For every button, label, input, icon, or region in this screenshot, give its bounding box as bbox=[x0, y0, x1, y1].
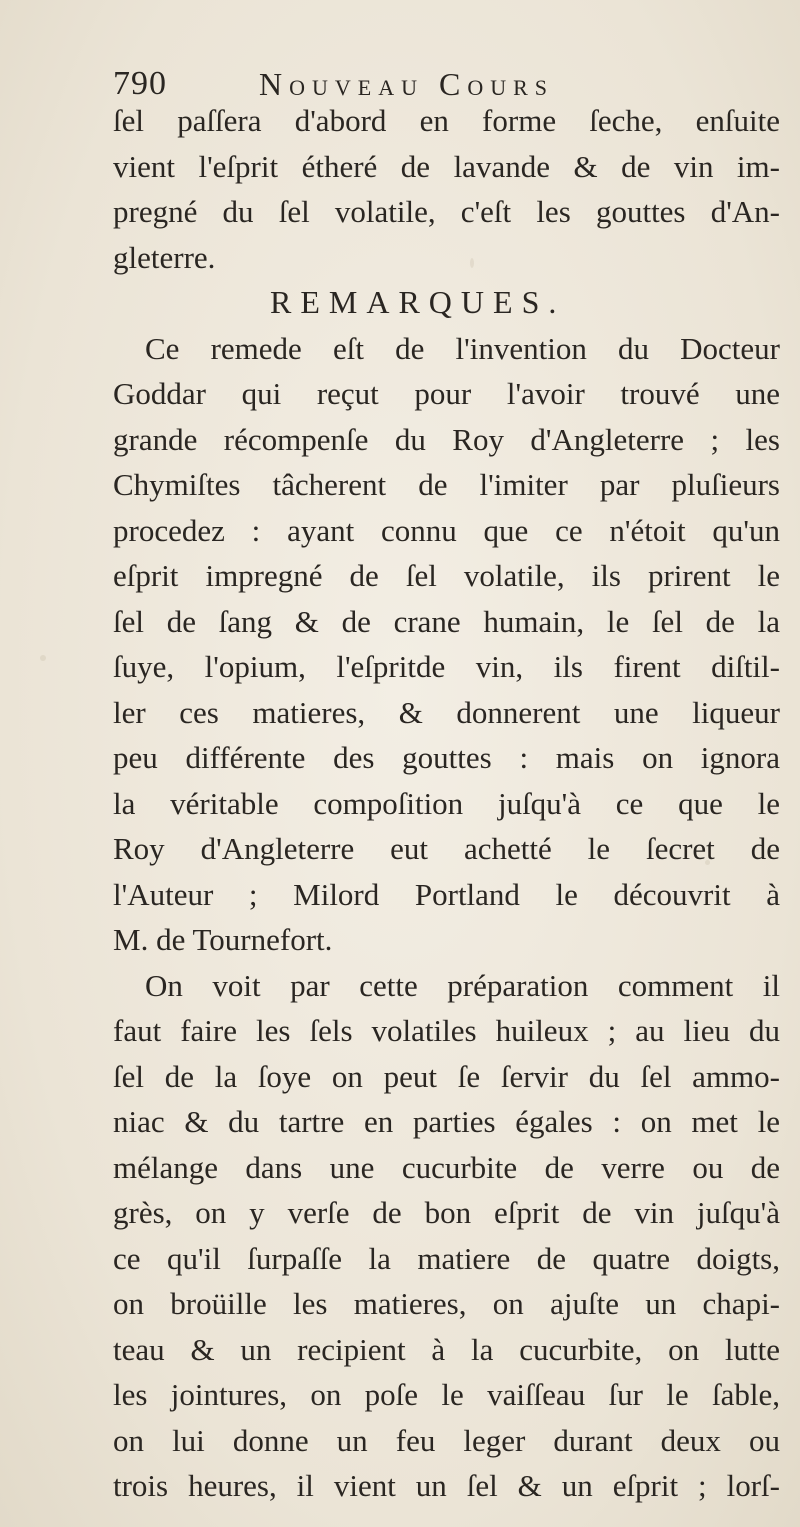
text-line: ſuye, l'opium, l'eſpritde vin, ils firent diſtil- bbox=[113, 649, 780, 684]
text-line: ce qu'il ſurpaſſe la matiere de quatre doigts, bbox=[113, 1240, 780, 1276]
text-line: grande récompenſe du Roy d'Angleterre ; les bbox=[113, 421, 780, 457]
text-line: Roy d'Angleterre eut achetté le ſecret de bbox=[113, 831, 780, 866]
text-line: eſprit impregné de ſel volatile, ils prirent le bbox=[113, 558, 780, 593]
text-line: ſel paſſera d'abord en forme ſeche, enſuite bbox=[113, 103, 780, 138]
text-line: gleterre. bbox=[113, 239, 216, 275]
text-line: On voit par cette préparation comment il bbox=[145, 967, 780, 1003]
text-line: Goddar qui reçut pour l'avoir trouvé une bbox=[113, 376, 780, 411]
text-line: la véritable compoſition juſqu'à ce que le bbox=[113, 785, 780, 821]
text-line: mélange dans une cucurbite de verre ou de bbox=[113, 1149, 780, 1185]
text-line: l'Auteur ; Milord Portland le découvrit à bbox=[113, 876, 780, 912]
page-number: 790 bbox=[113, 65, 167, 102]
text-line: vient l'eſprit étheré de lavande & de vin im- bbox=[113, 148, 780, 184]
text-line: niac & du tartre en parties égales : on met le bbox=[113, 1104, 780, 1139]
text-line: grès, on y verſe de bon eſprit de vin juſqu'à bbox=[113, 1195, 780, 1230]
text-line: Ce remede eſt de l'invention du Docteur bbox=[145, 330, 780, 366]
text-line: Chymiſtes tâcherent de l'imiter par pluſieurs bbox=[113, 467, 780, 502]
text-line: ſel de ſang & de crane humain, le ſel de la bbox=[113, 603, 780, 639]
text-line: les jointures, on poſe le vaiſſeau ſur le ſable, bbox=[113, 1377, 780, 1412]
text-line: trois heures, il vient un ſel & un eſprit ; lorſ- bbox=[113, 1468, 780, 1503]
text-line: teau & un recipient à la cucurbite, on lutte bbox=[113, 1331, 780, 1367]
text-line: M. de Tournefort. bbox=[113, 922, 333, 957]
text-line: procedez : ayant connu que ce n'étoit qu'un bbox=[113, 512, 780, 548]
running-head: Nouveau Cours bbox=[259, 66, 555, 102]
text-line: ſel de la ſoye on peut ſe ſervir du ſel ammo- bbox=[113, 1058, 780, 1094]
text-line: on lui donne un feu leger durant deux ou bbox=[113, 1422, 780, 1458]
foxing-spot bbox=[40, 655, 46, 661]
text-line: ler ces matieres, & donnerent une liqueur bbox=[113, 694, 780, 730]
text-line: on broüille les matieres, on ajuſte un chapi- bbox=[113, 1286, 780, 1321]
text-line: pregné du ſel volatile, c'eſt les gouttes d'An- bbox=[113, 194, 780, 229]
text-line: faut faire les ſels volatiles huileux ; au lieu du bbox=[113, 1013, 780, 1048]
text-line: peu différente des gouttes : mais on ignora bbox=[113, 740, 780, 775]
section-heading: REMARQUES. bbox=[270, 284, 566, 320]
body-text bbox=[113, 98, 780, 1509]
